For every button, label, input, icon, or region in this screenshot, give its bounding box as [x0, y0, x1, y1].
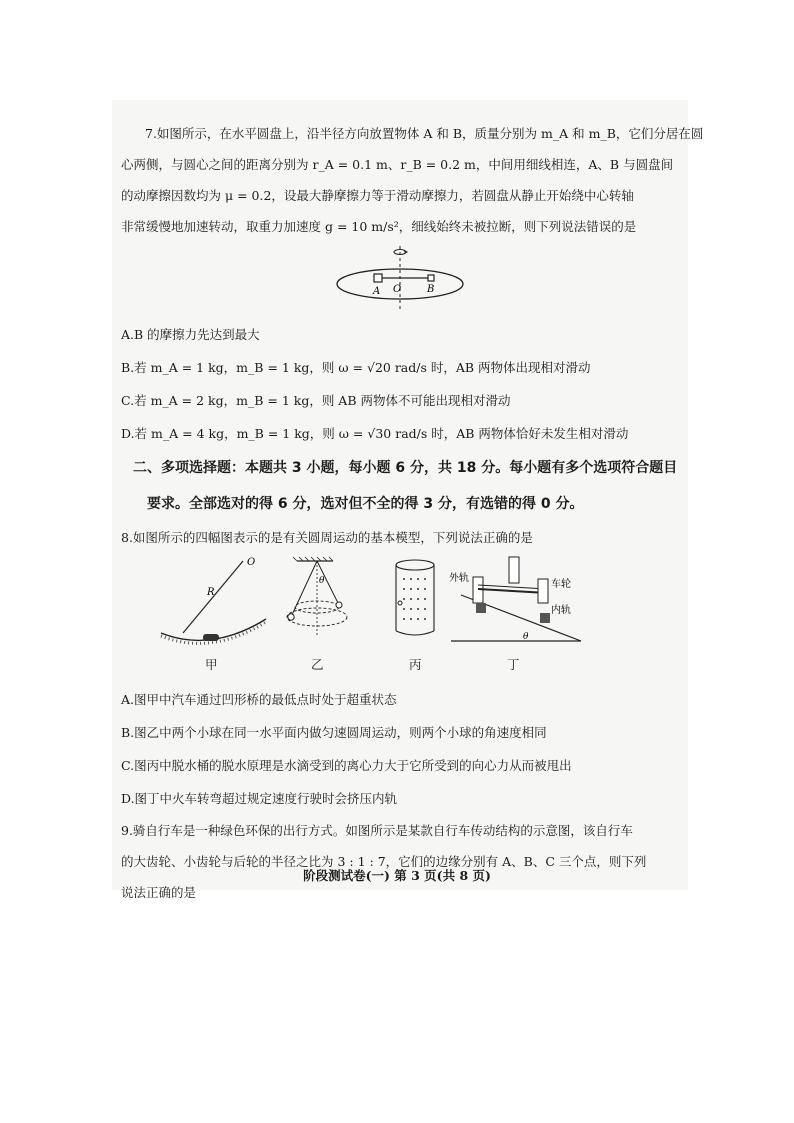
q8-fig-bing [396, 560, 434, 635]
section-2-heading [133, 450, 678, 522]
q8-fig-jia-o: O [247, 557, 256, 568]
q8-fig-ding-wheel: 车轮 [551, 579, 571, 590]
q9-line-1: 9.骑自行车是一种绿色环保的出行方式。如图所示是某款自行车传动结构的示意图，该自行车 [121, 823, 633, 838]
q8-caption-bing: 丙 [409, 657, 422, 672]
q8-fig-ding-outer: 外轨 [449, 573, 469, 584]
page-content [121, 118, 704, 908]
question-8 [121, 522, 665, 815]
q7-option-d: D.若 m_A = 4 kg，m_B = 1 kg，则 ω = √30 rad/s 时，AB 两物体恰好未发生相对滑动 [121, 426, 629, 441]
question-9 [121, 815, 665, 908]
q9-line-3: 说法正确的是 [121, 885, 197, 900]
q8-caption-ding: 丁 [507, 657, 520, 672]
q8-caption-jia: 甲 [205, 657, 218, 672]
q8-option-c: C.图丙中脱水桶的脱水原理是水滴受到的离心力大于它所受到的向心力从而被甩出 [121, 758, 572, 773]
q8-fig-jia-r: R [207, 587, 215, 598]
q8-fig-yi [287, 557, 347, 637]
q8-caption-yi: 乙 [311, 657, 324, 672]
q8-fig-yi-theta: θ [319, 576, 325, 586]
section-2-line-2: 要求。全部选对的得 6 分，选对但不全的得 3 分，有选错的得 0 分。 [147, 496, 584, 512]
question-7 [121, 118, 704, 450]
q8-fig-ding-theta: θ [523, 632, 529, 642]
q8-captions [121, 655, 665, 677]
q8-option-d: D.图丁中火车转弯超过规定速度行驶时会挤压内轨 [121, 791, 398, 806]
q7-option-a: A.B 的摩擦力先达到最大 [121, 327, 260, 342]
page-footer: 阶段测试卷(一) 第 3 页(共 8 页) [303, 868, 491, 883]
q7-option-b: B.若 m_A = 1 kg，m_B = 1 kg，则 ω = √20 rad/s 时，AB 两物体出现相对滑动 [121, 360, 591, 375]
q7-fig-label-b: B [427, 284, 435, 295]
q7-rotating-disc-figure [330, 244, 470, 314]
q7-line-2: 心两侧，与圆心之间的距离分别为 r_A = 0.1 m、r_B = 0.2 m，中间用细线相连，A、B 与圆盘间 [121, 157, 674, 172]
q8-option-a: A.图甲中汽车通过凹形桥的最低点时处于超重状态 [121, 692, 397, 707]
q8-fig-ding-inner: 内轨 [551, 605, 571, 616]
q8-fig-jia [161, 557, 266, 643]
q9-line-2: 的大齿轮、小齿轮与后轮的半径之比为 3 : 1 : 7，它们的边缘分别有 A、B、C 三个点，则下列 [121, 854, 647, 869]
q7-line-3: 的动摩擦因数均为 μ = 0.2，设最大静摩擦力等于滑动摩擦力，若圆盘从静止开始绕中心转轴 [121, 188, 634, 203]
q7-line-4: 非常缓慢地加速转动，取重力加速度 g = 10 m/s²，细线始终未被拉断，则下列说法错误的是 [121, 219, 637, 234]
q8-stem: 8.如图所示的四幅图表示的是有关圆周运动的基本模型，下列说法正确的是 [121, 530, 533, 545]
q8-figures [121, 555, 641, 655]
section-2-line-1: 二、多项选择题：本题共 3 小题，每小题 6 分，共 18 分。每小题有多个选项符合题目 [133, 460, 678, 476]
q7-fig-label-o: O [393, 284, 402, 295]
q7-fig-label-a: A [373, 286, 381, 297]
q7-option-c: C.若 m_A = 2 kg，m_B = 1 kg，则 AB 两物体不可能出现相对滑动 [121, 393, 511, 408]
q7-line-1: 7.如图所示，在水平圆盘上，沿半径方向放置物体 A 和 B，质量分别为 m_A 和 m_B，它们分居在圆 [145, 126, 704, 141]
q8-option-b: B.图乙中两个小球在同一水平面内做匀速圆周运动，则两个小球的角速度相同 [121, 725, 547, 740]
q8-fig-ding [449, 557, 581, 642]
